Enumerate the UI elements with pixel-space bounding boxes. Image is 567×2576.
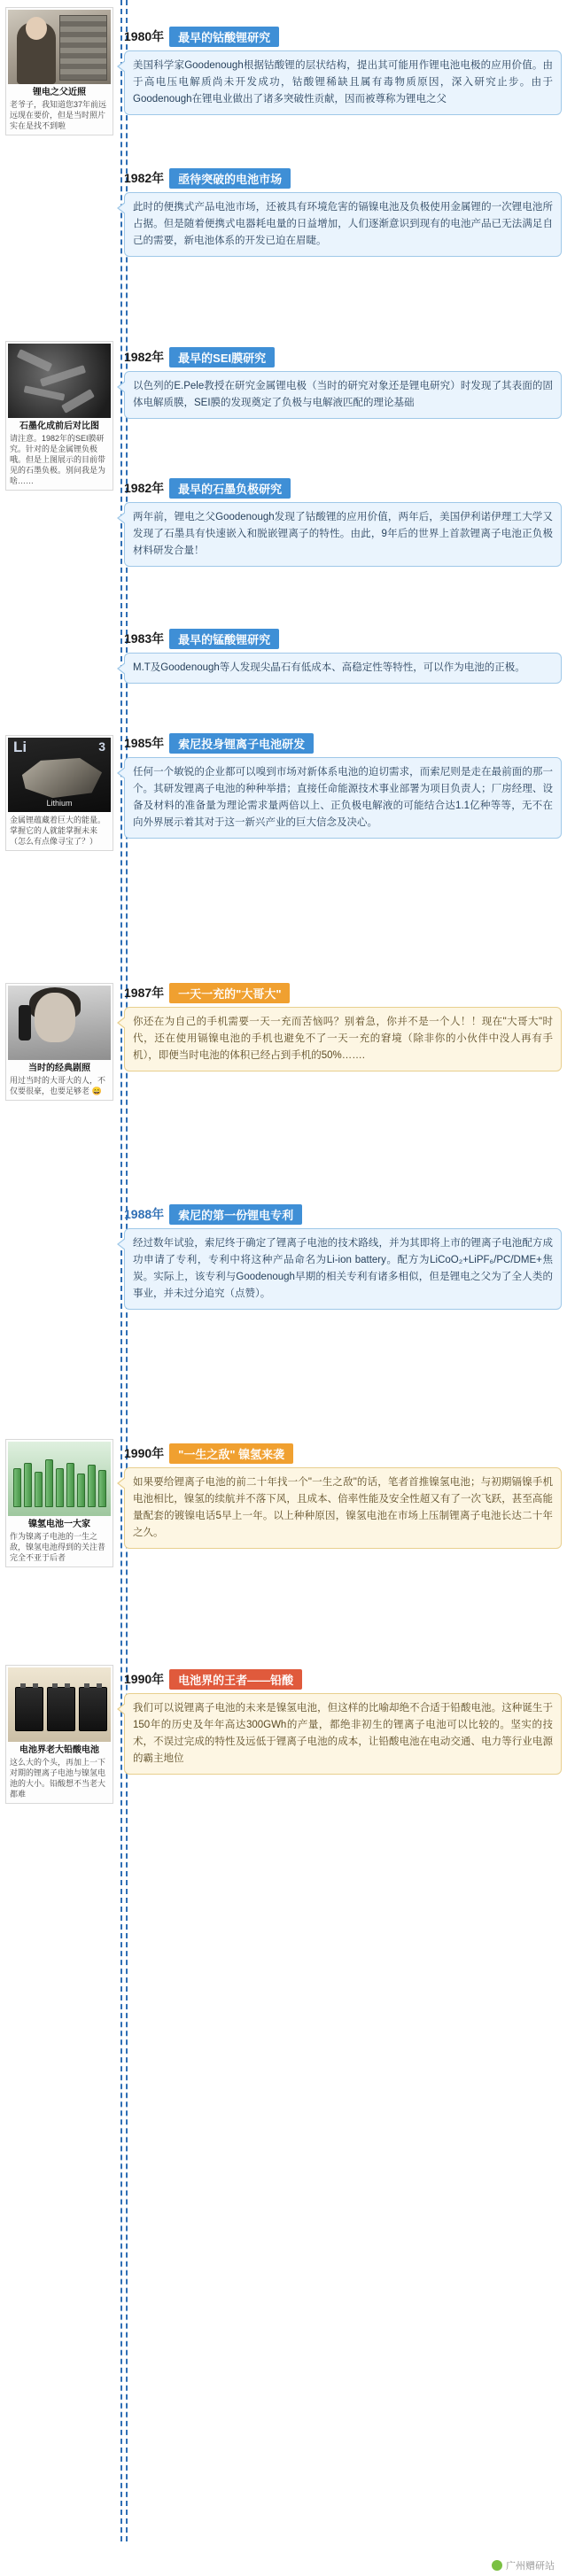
event-year: 1990年 <box>124 1672 165 1686</box>
photo-caption: 金属锂蕴藏着巨大的能量。掌握它的人就能掌握未来（怎么有点像寻宝了？） <box>10 816 106 846</box>
event-title: 索尼的第一份锂电专利 <box>169 1204 302 1225</box>
event-header <box>124 733 562 753</box>
event-year: 1987年 <box>124 986 165 1000</box>
event-header <box>124 1443 562 1463</box>
event-title: 电池界的王者——铅酸 <box>169 1669 302 1690</box>
event-header <box>124 1204 562 1224</box>
event-header <box>124 629 562 648</box>
nimh-cells-icon <box>8 1442 111 1516</box>
event-title: 最早的钴酸锂研究 <box>169 27 279 47</box>
photo-card-lithium-mineral <box>5 735 113 851</box>
event-title: 索尼投身锂离子电池研发 <box>169 733 314 754</box>
event-header <box>124 983 562 1002</box>
event-1990-lead-acid <box>124 1669 562 1775</box>
event-header <box>124 347 562 367</box>
photo-caption: 石墨化成前后对比图 <box>19 422 99 431</box>
event-body: 我们可以说锂离子电池的未来是镍氢电池，但这样的比喻却绝不合适于铅酸电池。这种诞生于150年的历史及年年高达300GWh的产量，都绝非初生的锂离子电池可以比较的。坚实的技术，不误过完成的特性及远低于锂离子电池的成本，让铅酸电池在电动交通、电力等行业电源的霸主地位 <box>124 1693 562 1775</box>
footer-text: 广州赠研站 <box>506 2561 555 2572</box>
photo-card-goodenough <box>5 7 113 135</box>
event-title: 最早的SEI膜研究 <box>169 347 275 367</box>
event-year: 1985年 <box>124 736 165 750</box>
event-1988-patent <box>124 1204 562 1310</box>
photo-text: 作为镍离子电池的一生之敌，镍氢电池得到的关注普完全不亚于后者 <box>10 1532 106 1562</box>
event-1982-sei <box>124 347 562 419</box>
event-year: 1990年 <box>124 1446 165 1460</box>
photo-card-graphite-sem <box>5 341 113 491</box>
footer-credit <box>0 2558 567 2572</box>
event-body: 以色列的E.Pele教授在研究金属锂电极（当时的研究对象还是锂电研究）时发现了其表面的固体电解质膜，SEI膜的发现奠定了负极与电解液匹配的理论基础 <box>124 371 562 419</box>
event-1990-nimh <box>124 1443 562 1549</box>
event-body: 你还在为自己的手机需要一天一充而苦恼吗？别着急，你并不是一个人！！现在"大哥大"时代，还在使用镉镍电池的手机也避免不了一天一充的窘境（除非你的小伙伴中没人再有手机），即便当时电池的体积已经占到手机的50%……. <box>124 1007 562 1071</box>
event-body: M.T及Goodenough等人发现尖晶石有低成本、高稳定性等特性，可以作为电池的正极。 <box>124 653 562 684</box>
event-title: 最早的锰酸锂研究 <box>169 629 279 649</box>
event-body: 经过数年试验，索尼终于确定了锂离子电池的技术路线，并为其即将上市的锂离子电池配方成功申请了专利，专利中将这种产品命名为Li-ion battery。配方为LiCoO₂+LiPF₆/PC/DME+焦炭。实际上，该专利与Goodenough早期的相关专利有诸多相似，但是锂电之父为了全人类的事业，并未过分追究（点赞）。 <box>124 1228 562 1310</box>
event-header <box>124 478 562 498</box>
event-year: 1982年 <box>124 171 165 185</box>
photo-caption: 锂电之父近照 <box>33 88 86 97</box>
photo-text: 老爷子，我知道您37年前远远现在要价，但是当时照片实在是找不到啦 <box>10 100 107 130</box>
wechat-icon <box>492 2560 502 2571</box>
goodenough-portrait-icon <box>8 10 111 84</box>
event-header <box>124 1669 562 1689</box>
event-body: 两年前，锂电之父Goodenough发现了钴酸锂的应用价值，两年后，美国伊利诺伊理工大学又发现了石墨具有快速嵌入和脱嵌锂离子的特性。由此，9年后的世界上首款锂离子电池正负极材料研发合量！ <box>124 502 562 567</box>
event-body: 此时的便携式产品电池市场，还被具有环境危害的镉镍电池及负极使用金属锂的一次锂电池所占据。但是随着便携式电器耗电量的日益增加，人们逐渐意识到现有的电池产品已无法满足自己的需要，新电池体系的开发已迫在眉睫。 <box>124 192 562 257</box>
event-1983-lmo <box>124 629 562 684</box>
event-year: 1982年 <box>124 350 165 364</box>
event-1985-sony <box>124 733 562 839</box>
event-year: 1980年 <box>124 29 165 43</box>
photo-card-classic-phone <box>5 983 113 1101</box>
event-body: 如果要给锂离子电池的前二十年找一个"一生之敌"的话，笔者首推镍氢电池；与初期镉镍手机电池相比，镍氢的续航并不落下风，且成本、倍率性能及安全性超又有了一次飞跃，甚至高能量配套的镀镍电话5早上一年。以上种种原因，镍氢电池在市场上压制锂离子电池长达二十年之久。 <box>124 1467 562 1549</box>
event-header <box>124 168 562 188</box>
event-title: 亟待突破的电池市场 <box>169 168 291 189</box>
event-title: 最早的石墨负极研究 <box>169 478 291 499</box>
photo-caption: 当时的经典剧照 <box>28 1064 90 1073</box>
photo-caption: 镍氢电池一大家 <box>28 1520 90 1529</box>
event-1982-market <box>124 168 562 257</box>
photo-text: 请注意。1982年的SEI膜研究。针对的是金属锂负极哦。但是上图展示的目前带见的石墨负极。别问我是为啥…… <box>10 434 106 485</box>
event-year: 1988年 <box>124 1207 165 1221</box>
lithium-mineral-icon <box>8 738 111 812</box>
photo-card-lead-acid <box>5 1665 113 1804</box>
event-body: 任何一个敏锐的企业都可以嗅到市场对新体系电池的迫切需求，而索尼则是走在最前面的那一个。其研发锂离子电池的种种举措；直接任命能源技术事业部署为项目负责人；厂房经理、设备及材料的准备量为理论需求量两倍以上、正负极电解液的可能结合达1.1亿种等等，无不在向外界展示着其对于这一新兴产业的巨大信念及决心。 <box>124 757 562 839</box>
photo-text: 用过当时的大哥大的人，不仅要很豪，也要足够老 😄 <box>10 1076 106 1095</box>
event-year: 1982年 <box>124 481 165 495</box>
lead-acid-batteries-icon <box>8 1667 111 1742</box>
event-1987-phone <box>124 983 562 1071</box>
element-symbol: Li <box>13 739 27 755</box>
photo-card-nimh <box>5 1439 113 1567</box>
event-title: "一生之敌" 镍氢来袭 <box>169 1443 293 1464</box>
element-number: 3 <box>98 739 105 754</box>
event-1980-lco <box>124 27 562 115</box>
photo-caption: 电池界老大铅酸电池 <box>19 1745 99 1755</box>
classic-phone-icon <box>8 986 111 1060</box>
event-1982-graphite <box>124 478 562 567</box>
event-year: 1983年 <box>124 631 165 646</box>
graphite-sem-icon <box>8 344 111 418</box>
event-body: 美国科学家Goodenough根据钴酸锂的层状结构，提出其可能用作锂电池电极的应用价值。由于高电压电解质尚未开发成功，钴酸锂稀缺且属有毒物质原因，深入研究止步。由于Goodenough在锂电业做出了诸多突破性贡献，因而被尊称为锂电之父 <box>124 50 562 115</box>
event-title: 一天一充的"大哥大" <box>169 983 290 1003</box>
photo-text: 这么大的个头，再加上一下对期的锂离子电池与镍氢电池的大小。铅酸想不当老大都难 <box>10 1758 106 1799</box>
event-header <box>124 27 562 46</box>
element-name: Lithium <box>46 799 73 808</box>
